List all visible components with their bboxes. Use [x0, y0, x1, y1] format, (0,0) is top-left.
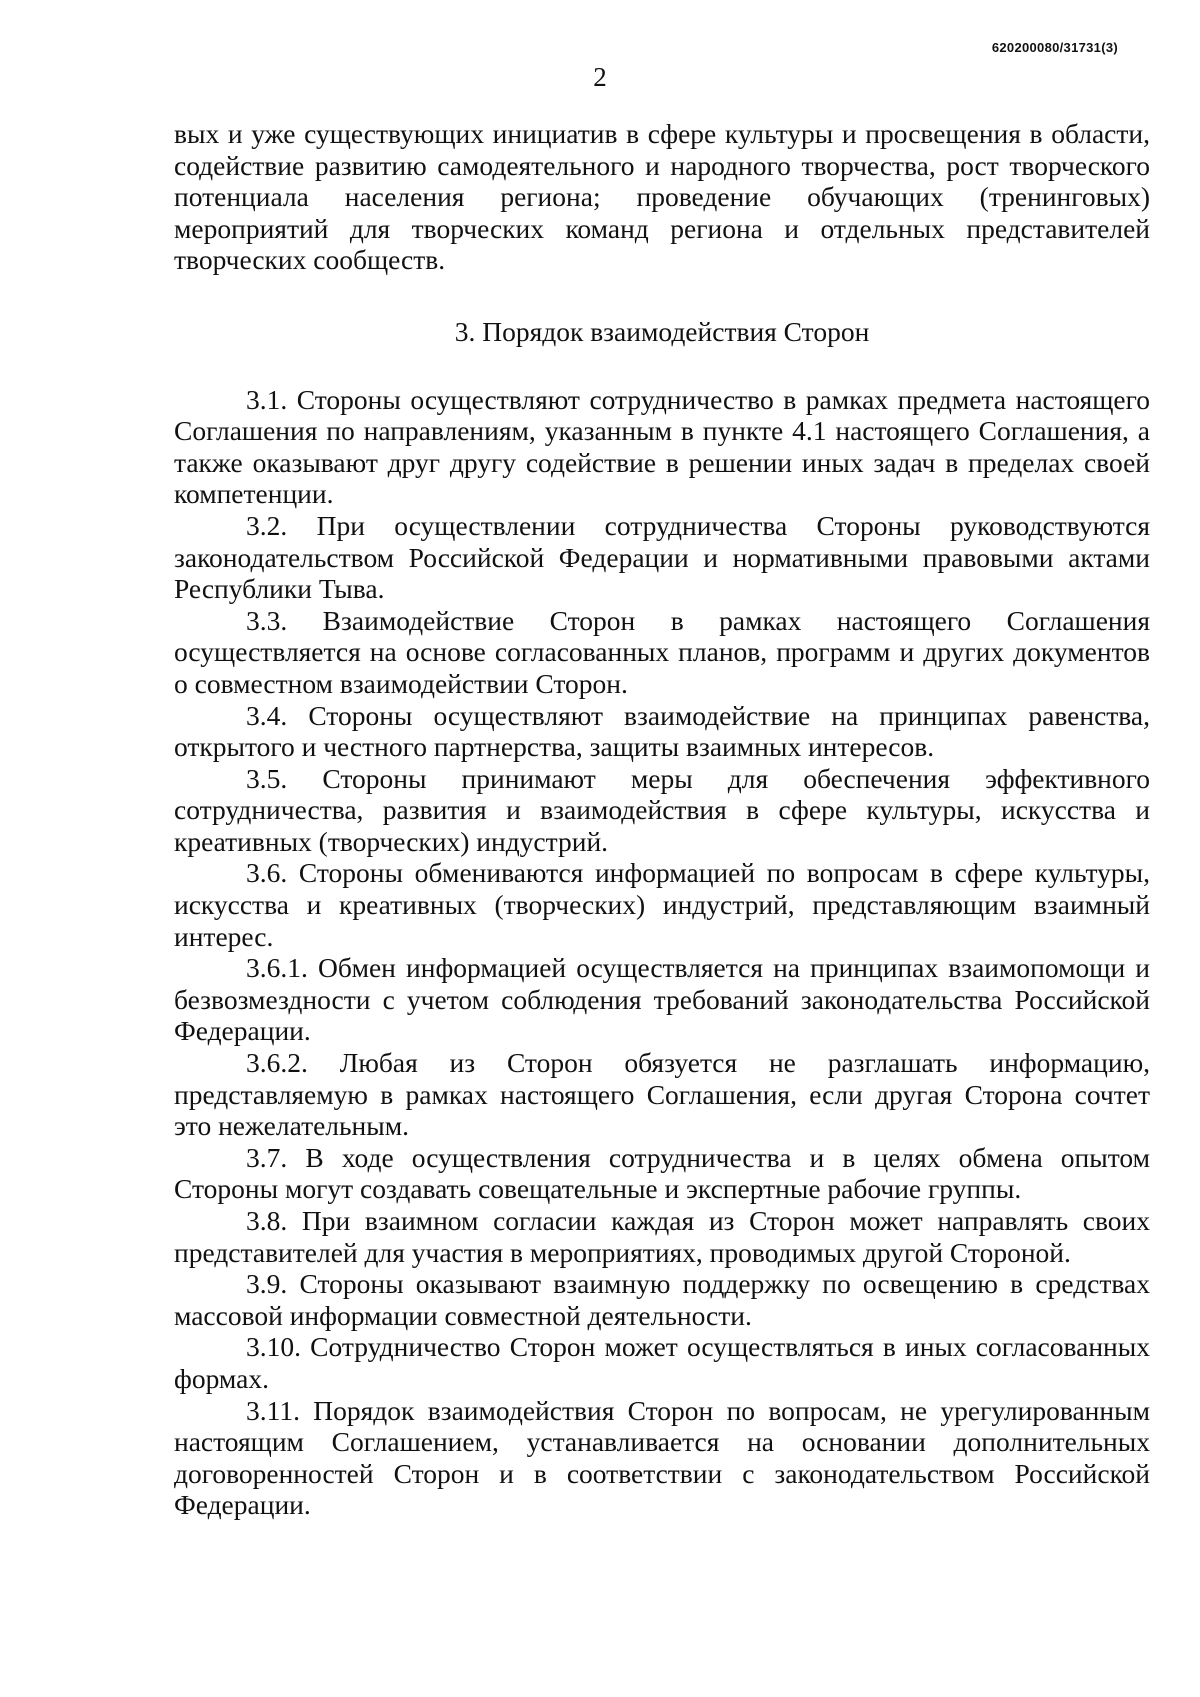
clause-3-1: 3.1. Стороны осуществляют сотрудничество в рамках предмета настоящего Соглашения по направлениям, указанным в пункте 4.1 настоящего Соглашения, а также оказывают друг другу содействие в решении иных задач в пределах своей компетенции.: [174, 383, 1150, 510]
clause-3-10: 3.10. Сотрудничество Сторон может осуществляться в иных согласованных формах.: [174, 1331, 1150, 1394]
document-registration-number: 620200080/31731(3): [991, 40, 1118, 55]
page-number: 2: [593, 62, 607, 92]
clause-3-2: 3.2. При осуществлении сотрудничества Стороны руководствуются законодательством Российской Федерации и нормативными правовыми актами Республики Тыва.: [174, 509, 1150, 605]
clause-3-3: 3.3. Взаимодействие Сторон в рамках настоящего Соглашения осуществляется на основе согласованных планов, программ и других документов о совместном взаимодействии Сторон.: [174, 604, 1150, 699]
clause-3-9: 3.9. Стороны оказывают взаимную поддержку по освещению в средствах массовой информации совместной деятельности.: [174, 1268, 1150, 1331]
clause-3-6-1: 3.6.1. Обмен информацией осуществляется на принципах взаимопомощи и безвозмездности с учетом соблюдения требований законодательства Российской Федерации.: [174, 952, 1150, 1047]
clause-3-5: 3.5. Стороны принимают меры для обеспечения эффективного сотрудничества, развития и взаимодействия в сфере культуры, искусства и креативных (творческих) индустрий.: [174, 762, 1150, 857]
clause-3-8: 3.8. При взаимном согласии каждая из Сторон может направлять своих представителей для участия в мероприятиях, проводимых другой Стороной.: [174, 1205, 1150, 1268]
clause-3-4: 3.4. Стороны осуществляют взаимодействие на принципах равенства, открытого и честного партнерства, защиты взаимных интересов.: [174, 699, 1150, 763]
clause-3-6: 3.6. Стороны обмениваются информацией по вопросам в сфере культуры, искусства и креативных (творческих) индустрий, представляющим взаимный интерес.: [174, 857, 1150, 952]
clause-3-7: 3.7. В ходе осуществления сотрудничества и в целях обмена опытом Стороны могут создавать совещательные и экспертные рабочие группы.: [174, 1141, 1150, 1205]
intro-paragraph: вых и уже существующих инициатив в сфере культуры и просвещения в области, содействие развитию самодеятельного и народного творчества, рост творческого потенциала населения региона; проведение обучающих (тренинговых) мероприятий для творческих команд региона и отдельных представителей творческих сообществ.: [174, 118, 1150, 276]
clause-3-6-2: 3.6.2. Любая из Сторон обязуется не разглашать информацию, представляемую в рамках настоящего Соглашения, если другая Сторона сочтет это нежелательным.: [174, 1047, 1150, 1142]
document-body: [174, 118, 1150, 1521]
clause-3-11: 3.11. Порядок взаимодействия Сторон по вопросам, не урегулированным настоящим Соглашением, устанавливается на основании дополнительных договоренностей Сторон и в соответствии с законодательством Российской Федерации.: [174, 1394, 1150, 1521]
section-title: 3. Порядок взаимодействия Сторон: [454, 315, 870, 347]
